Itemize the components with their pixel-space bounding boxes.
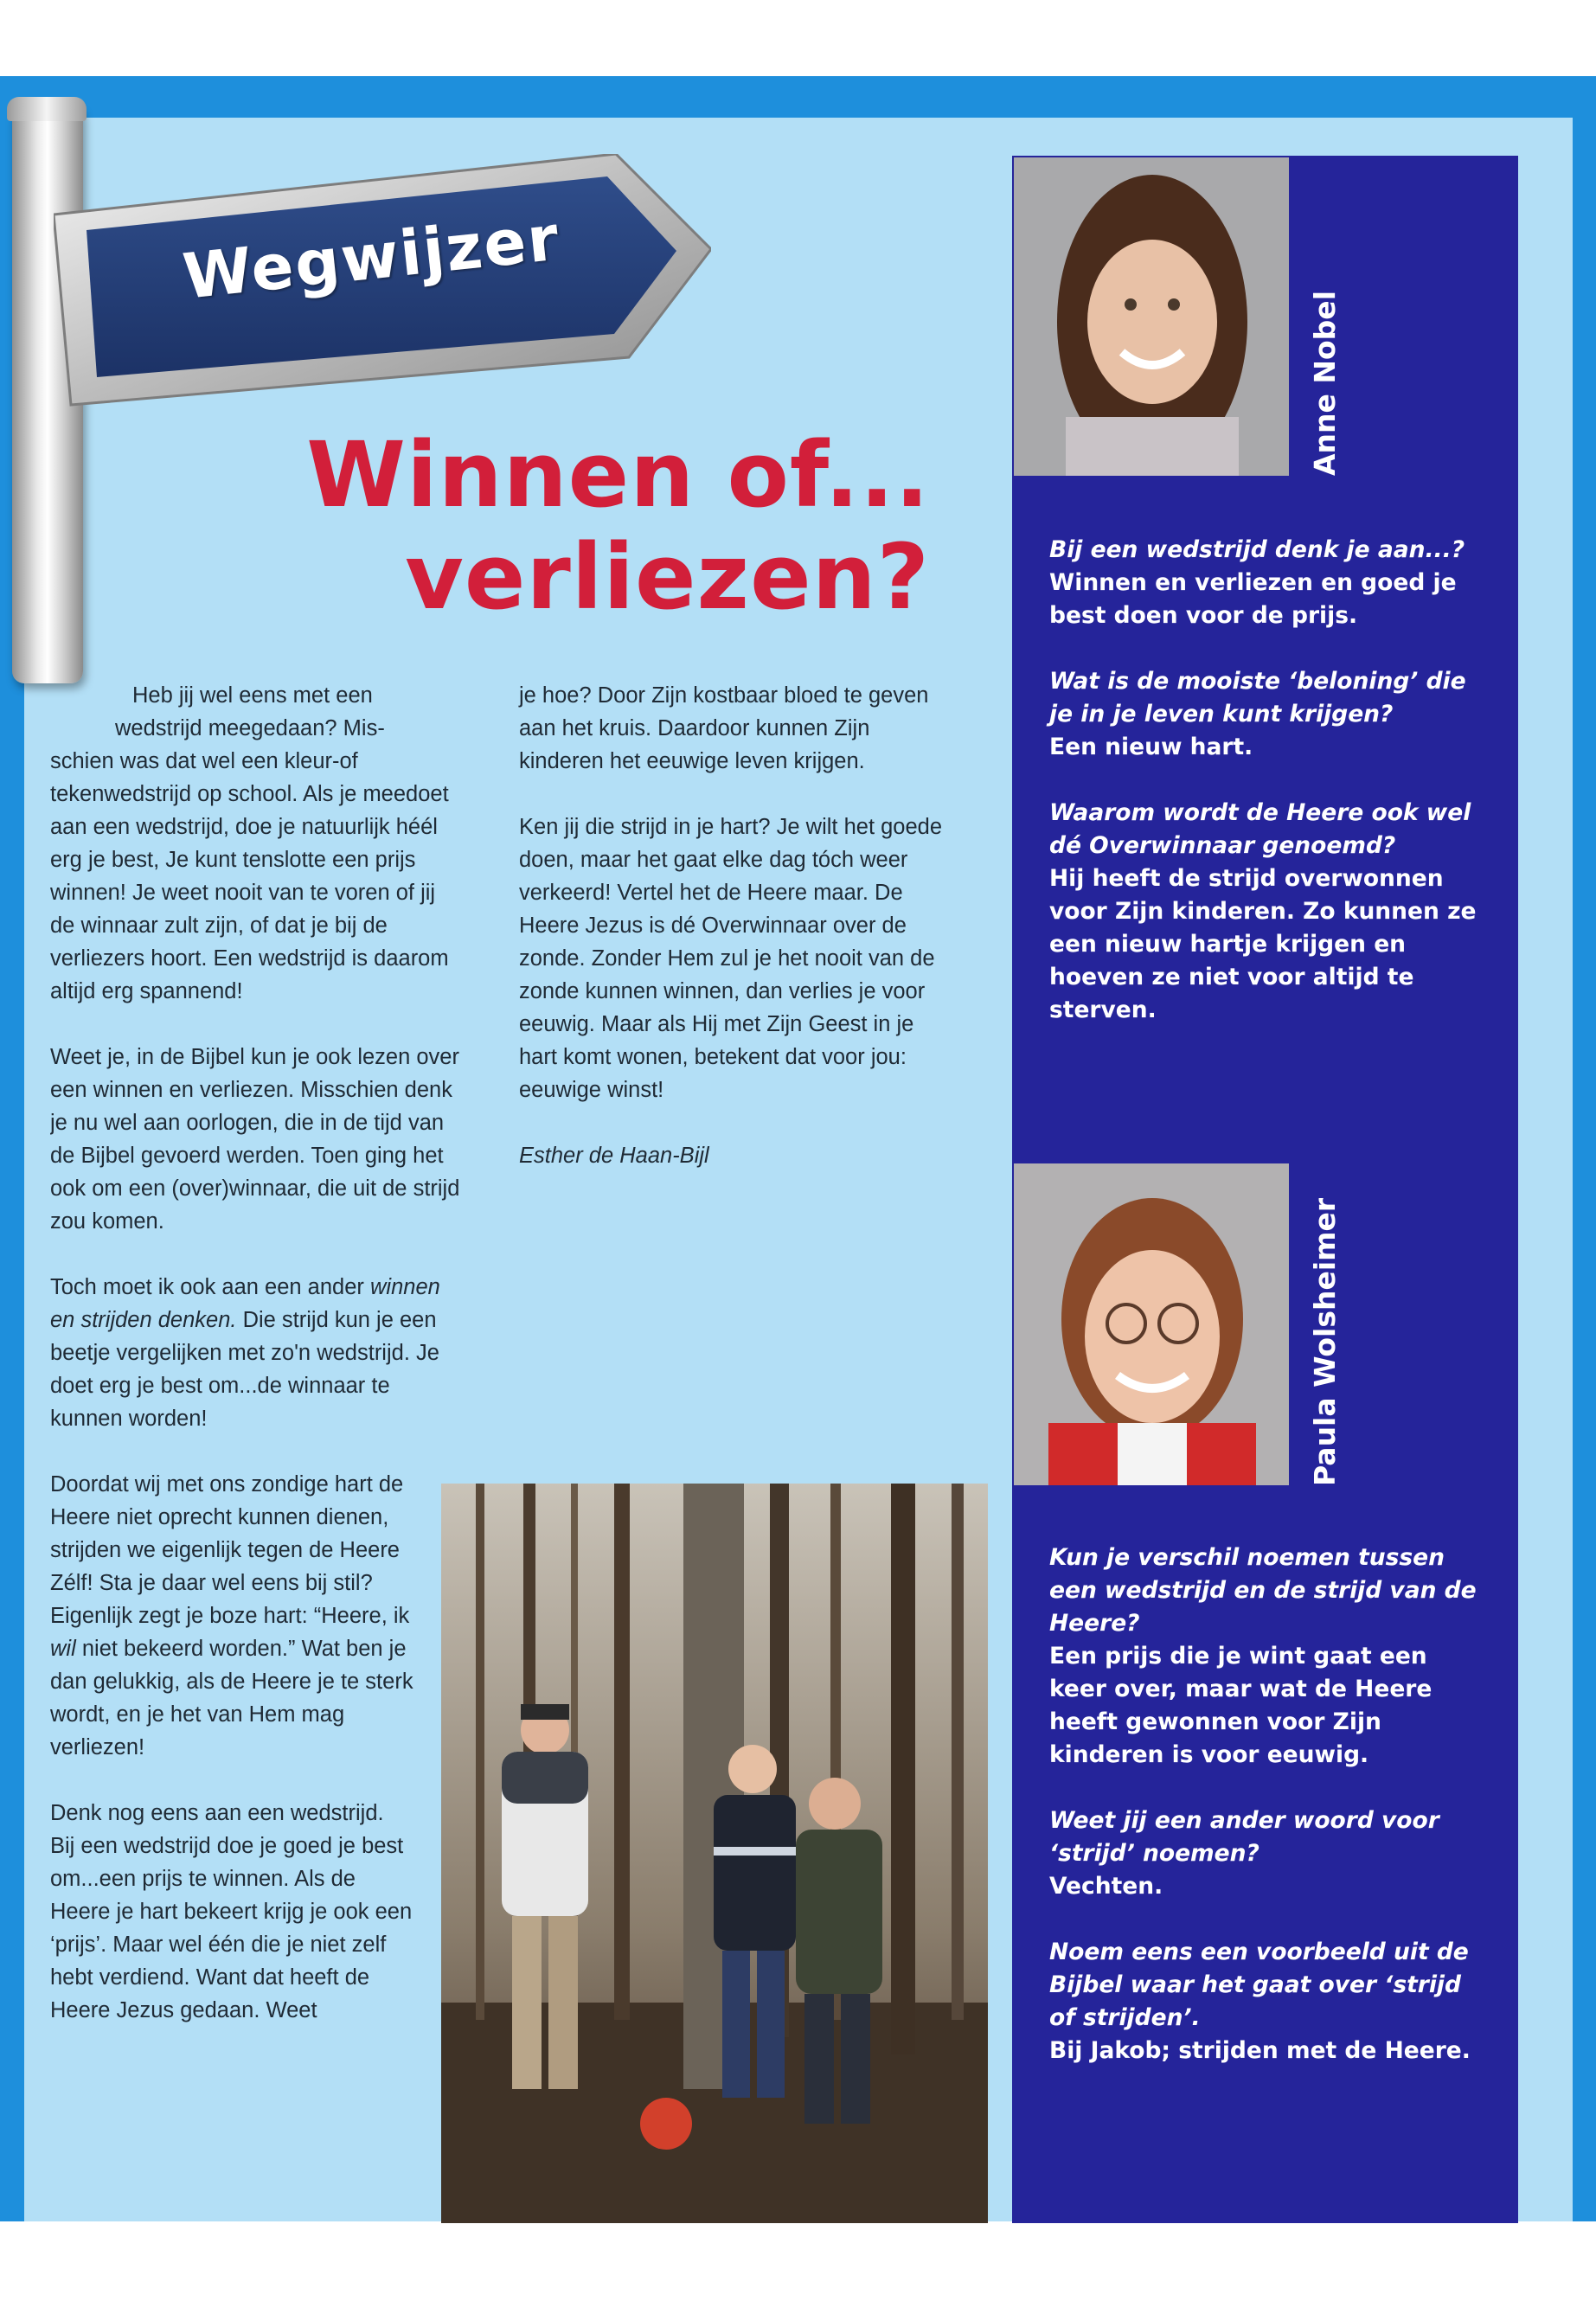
section-label: Wegwijzer [179,201,564,313]
paragraph-1 [50,679,465,1008]
qa-answer: Een nieuw hart. [1049,734,1253,760]
qa-answer: Vechten. [1049,1873,1163,1900]
article-column-1 [50,679,465,2223]
portrait-paula-wolsheimer [1014,1163,1289,1485]
paragraph-4 [50,1468,413,1764]
person-name-2: Paula Wolsheimer [1308,1197,1342,1486]
qa-question: Kun je verschil noemen tussen een wedstrijd en de strijd van de Heere? [1049,1544,1477,1637]
qa-answer: Een prijs die je wint gaat een keer over, maar wat de Heere heeft gewonnen voor Zijn kinderen is voor eeuwig. [1049,1643,1433,1768]
qa-item [1049,1936,1482,2067]
paragraph-1-rest: schien was dat wel een kleur-of tekenwedstrijd op school. Als je meedoet aan een wedstrijd, doe je natuurlijk héél erg je best, Je kunt tenslotte een prijs winnen! Je weet nooit van te voren of jij de winnaar zult zijn, of dat je bij de verliezers hoort. Een wedstrijd is daarom altijd erg spannend! [50,749,449,1003]
article-headline [306,424,930,628]
paragraph-1-line-1: Heb jij wel eens met een [132,683,373,708]
qa-item [1049,797,1482,1027]
interview-block-2 [1049,1541,1482,2100]
qa-answer: Bij Jakob; strijden met de Heere. [1049,2037,1471,2064]
photo-boys-in-forest [441,1484,988,2223]
portrait-anne-nobel [1014,157,1289,476]
qa-item [1049,1804,1482,1903]
qa-item [1049,665,1482,764]
author-credit: Esther de Haan-Bijl [519,1144,709,1168]
paragraph-2: Weet je, in de Bijbel kun je ook lezen over een winnen en verliezen. Misschien denk je nu wel aan oorlogen, die in de tijd van de Bijbel gevoerd werden. Toen ging het ook om een (over)winnaar, die uit de strijd zou komen. [50,1045,460,1234]
qa-question: Wat is de mooiste ‘beloning’ die je in je leven kunt krijgen? [1049,668,1466,727]
headline-line-2: verliezen? [405,524,930,630]
person-name-1: Anne Nobel [1308,290,1342,476]
paragraph-6: je hoe? Door Zijn kostbaar bloed te geven aan het kruis. Daardoor kunnen Zijn kinderen het eeuwige leven krijgen. [519,683,929,773]
paragraph-4-emphasis: wil [50,1637,76,1661]
paragraph-4-post: niet bekeerd worden.” Wat ben je dan gelukkig, als de Heere je te sterk wordt, en je het van Hem mag verliezen! [50,1637,413,1759]
headline-line-1: Winnen of... [306,422,930,528]
paragraph-3 [50,1271,465,1435]
qa-answer: Hij heeft de strijd overwonnen voor Zijn kinderen. Zo kunnen ze een nieuw hartje krijgen en hoeven ze niet voor altijd te sterven. [1049,865,1477,1023]
interview-block-1 [1049,534,1482,1060]
paragraph-3-post: Die strijd kun je een beetje vergelijken met zo'n wedstrijd. Je doet erg je best om...de winnaar te kunnen worden! [50,1308,439,1431]
paragraph-1-line-2: wedstrijd meegedaan? Mis- [115,716,385,740]
signpost-sign [54,154,711,413]
paragraph-5: Denk nog eens aan een wedstrijd. Bij een wedstrijd doe je goed je best om...een prijs te winnen. Als de Heere je hart bekeert krijg je ook een ‘prijs’. Maar wel één die je niet zelf hebt verdiend. Want dat heeft de Heere Jezus gedaan. Weet [50,1801,413,2022]
paragraph-3-emphasis: winnen en strijden denken. [50,1275,440,1332]
qa-question: Bij een wedstrijd denk je aan...? [1049,536,1465,563]
portrait-1-illustration [1014,157,1289,476]
qa-item [1049,534,1482,632]
forest-photo-illustration [441,1484,988,2223]
qa-item [1049,1541,1482,1772]
paragraph-4-pre: Doordat wij met ons zondige hart de Heere niet oprecht kunnen dienen, strijden we eigenlijk tegen de Heere Zélf! Sta je daar wel eens bij stil? Eigenlijk zegt je boze hart: “Heere, ik [50,1472,410,1628]
portrait-2-illustration [1014,1163,1289,1485]
paragraph-3-pre: Toch moet ik ook aan een ander [50,1275,364,1299]
qa-question: Waarom wordt de Heere ook wel dé Overwinnaar genoemd? [1049,799,1471,859]
signpost-pole-cap [7,97,87,121]
qa-question: Noem eens een voorbeeld uit de Bijbel waar het gaat over ‘strijd of strijden’. [1049,1939,1469,2031]
paragraph-7: Ken jij die strijd in je hart? Je wilt het goede doen, maar het gaat elke dag tóch weer verkeerd! Vertel het de Heere maar. De Heere Jezus is dé Overwinnaar over de zonde. Zonder Hem zul je het nooit van de zonde kunnen winnen, dan verlies je voor eeuwig. Maar als Hij met Zijn Geest in je hart komt wonen, betekent dat voor jou: eeuwige winst! [519,815,943,1102]
article-column-2 [519,679,952,1205]
qa-answer: Winnen en verliezen en goed je best doen voor de prijs. [1049,569,1457,629]
qa-question: Weet jij een ander woord voor ‘strijd’ noemen? [1049,1807,1439,1867]
